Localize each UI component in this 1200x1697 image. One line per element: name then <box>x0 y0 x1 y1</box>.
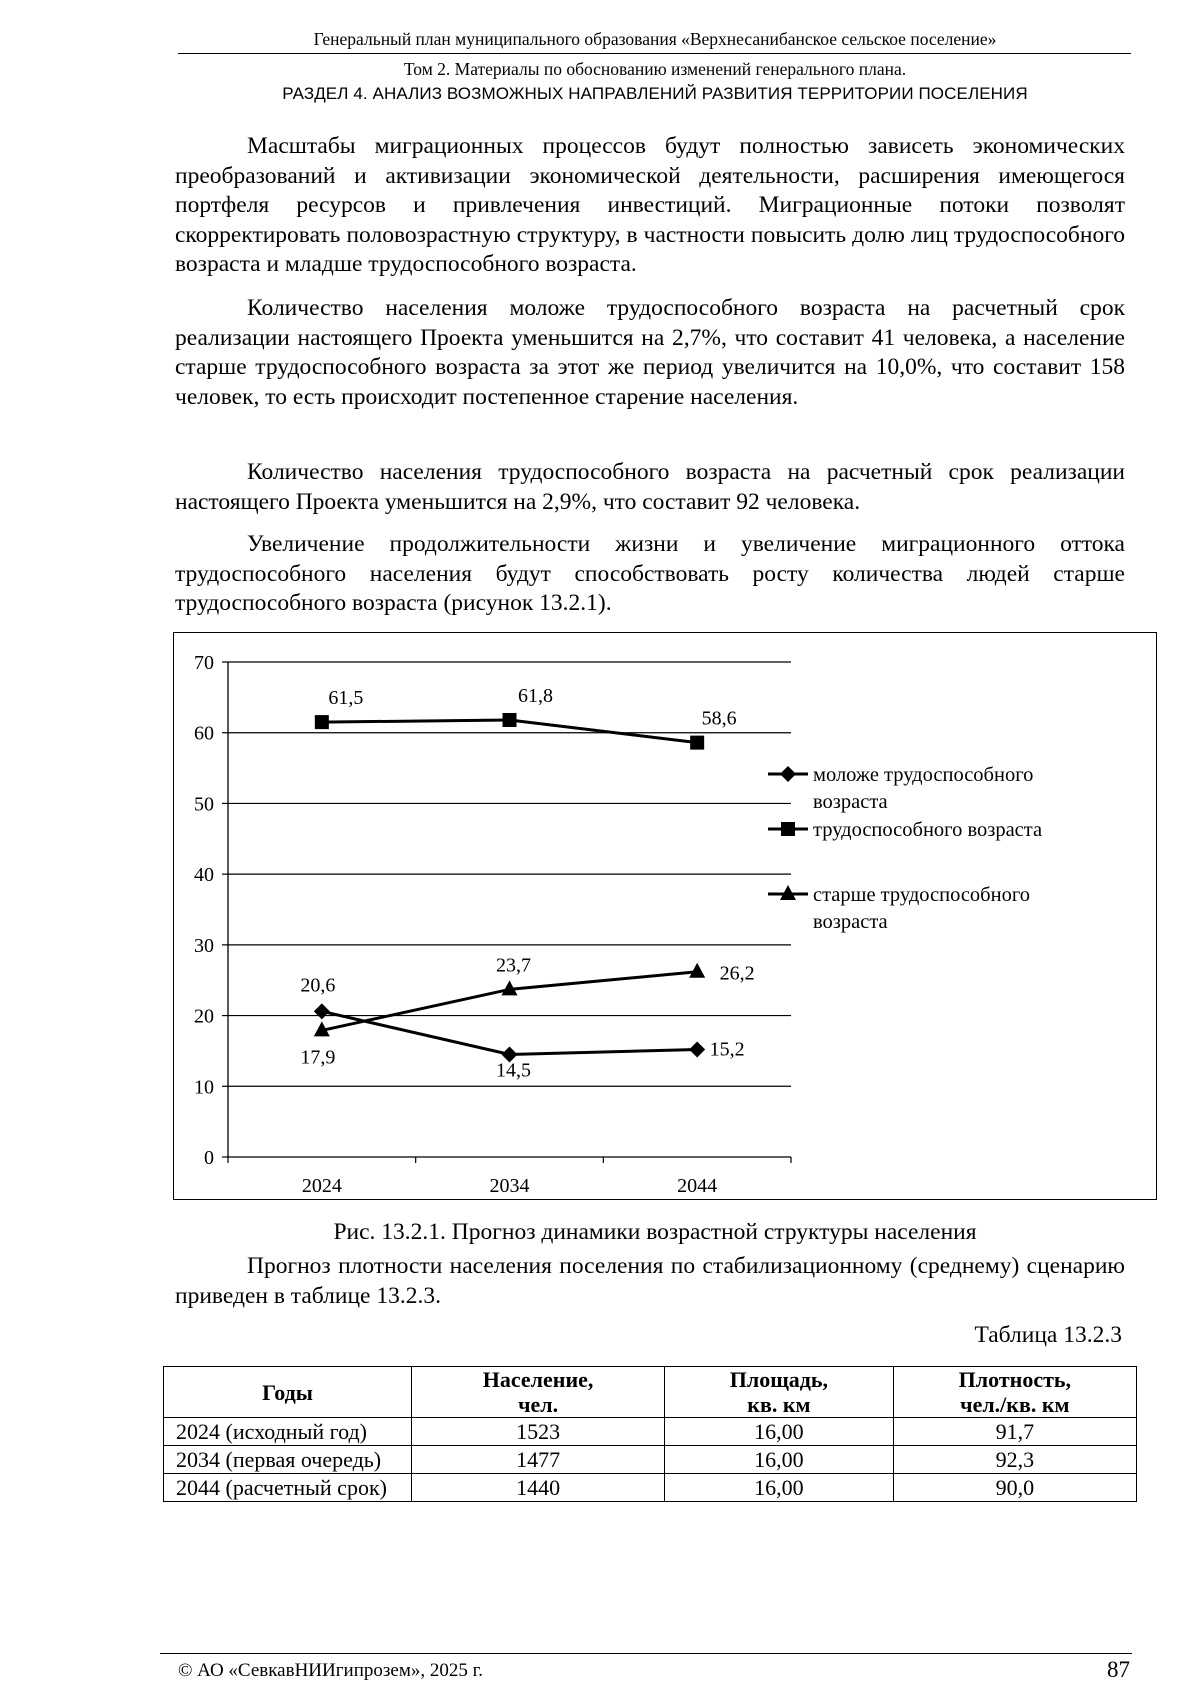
table-cell-population: 1440 <box>412 1474 665 1502</box>
data-label: 26,2 <box>719 962 755 985</box>
paragraph-young-population: Количество населения моложе трудоспособного возраста на расчетный срок реализации настоящего Проекта уменьшится на 2,7%, что составит 41 человека, а население старше трудоспособного возраста за этот же период увеличится на 10,0%, что составит 158 человек, то есть происходит постепенное старение населения. <box>175 295 1125 410</box>
paragraph-working-age: Количество населения трудоспособного возраста на расчетный срок реализации настоящего Проекта уменьшится на 2,9%, что составит 92 человека. <box>175 459 1125 515</box>
legend-label-continued: возраста <box>813 791 888 813</box>
data-label: 17,9 <box>300 1046 336 1069</box>
paragraph-migration: Масштабы миграционных процессов будут полностью зависеть экономических преобразований и активизации экономической деятельности, расширения имеющегося портфеля ресурсов и привлечения инвестиций. Миграционные потоки позволят скорректировать половозрастную структуру, в частности повысить долю лиц трудоспособного возраста и младше трудоспособного возраста. <box>175 133 1125 277</box>
table-cell-density: 91,7 <box>893 1418 1136 1446</box>
legend-label: старше трудоспособного <box>813 884 1030 906</box>
x-tick-label: 2034 <box>489 1175 530 1197</box>
data-label: 58,6 <box>701 707 737 730</box>
document-header-title: Генеральный план муниципального образования «Верхнесанибанское сельское поселение» <box>313 29 997 49</box>
table-cell-year: 2044 (расчетный срок) <box>164 1474 412 1502</box>
header-population: Население, чел. <box>412 1367 665 1418</box>
paragraph-density-forecast: Прогноз плотности населения поселения по стабилизационному (среднему) сценарию приведен в таблице 13.2.3. <box>175 1253 1125 1309</box>
table-cell-density: 90,0 <box>893 1474 1136 1502</box>
age-structure-chart <box>173 632 1157 1200</box>
table-cell-population: 1523 <box>412 1418 665 1446</box>
diamond-marker <box>314 1003 330 1019</box>
document-header-section: РАЗДЕЛ 4. АНАЛИЗ ВОЗМОЖНЫХ НАПРАВЛЕНИЙ РАЗВИТИЯ ТЕРРИТОРИИ ПОСЕЛЕНИЯ <box>282 84 1028 103</box>
table-cell-year: 2024 (исходный год) <box>164 1418 412 1446</box>
data-label: 61,8 <box>518 684 553 707</box>
paragraph-life-expectancy: Увеличение продолжительности жизни и увеличение миграционного оттока трудоспособного населения будут способствовать росту количества людей старше трудоспособного возраста (рисунок 13.2.1). <box>175 531 1125 616</box>
table-row <box>164 1446 1137 1474</box>
triangle-marker <box>689 963 705 978</box>
y-tick-label: 10 <box>194 1076 214 1099</box>
header-density: Плотность, чел./кв. км <box>893 1367 1136 1418</box>
document-header-volume: Том 2. Материалы по обоснованию изменений генерального плана. <box>403 59 907 79</box>
legend-square-marker <box>781 822 795 836</box>
header-divider <box>178 53 1131 54</box>
diamond-marker <box>689 1042 705 1058</box>
footer-divider <box>160 1653 1132 1654</box>
header-area: Площадь, кв. км <box>665 1367 894 1418</box>
table-row <box>164 1418 1137 1446</box>
square-marker <box>315 715 329 729</box>
table-cell-area: 16,00 <box>665 1474 894 1502</box>
x-tick-label: 2024 <box>301 1175 342 1197</box>
table-row <box>164 1474 1137 1502</box>
footer-copyright: © АО «СевкавНИИгипрозем», 2025 г. <box>178 1660 483 1681</box>
page-number: 87 <box>1107 1657 1130 1682</box>
data-label: 20,6 <box>300 974 336 997</box>
table-cell-area: 16,00 <box>665 1446 894 1474</box>
header-years: Годы <box>164 1367 412 1418</box>
x-tick-label: 2044 <box>677 1175 718 1197</box>
figure-caption: Рис. 13.2.1. Прогноз динамики возрастной структуры населения <box>333 1219 977 1245</box>
y-tick-label: 40 <box>194 864 214 887</box>
table-cell-population: 1477 <box>412 1446 665 1474</box>
y-tick-label: 0 <box>204 1147 214 1169</box>
table-header-row <box>164 1367 1137 1418</box>
y-tick-label: 70 <box>194 652 214 674</box>
data-label: 15,2 <box>709 1038 745 1061</box>
y-tick-label: 60 <box>194 722 214 745</box>
table-cell-area: 16,00 <box>665 1418 894 1446</box>
legend-label: трудоспособного возраста <box>813 819 1043 841</box>
data-label: 23,7 <box>496 954 531 977</box>
density-table <box>163 1366 1137 1502</box>
legend-diamond-marker <box>780 766 796 782</box>
legend-label-continued: возраста <box>813 911 888 933</box>
data-label: 14,5 <box>496 1059 531 1082</box>
square-marker <box>690 736 704 750</box>
table-cell-year: 2034 (первая очередь) <box>164 1446 412 1474</box>
y-tick-label: 20 <box>194 1005 214 1028</box>
y-tick-label: 30 <box>194 934 214 957</box>
table-cell-density: 92,3 <box>893 1446 1136 1474</box>
y-tick-label: 50 <box>194 793 214 816</box>
data-label: 61,5 <box>328 687 364 710</box>
square-marker <box>503 713 517 727</box>
table-label: Таблица 13.2.3 <box>974 1322 1122 1348</box>
legend-label: моложе трудоспособного <box>813 764 1034 786</box>
